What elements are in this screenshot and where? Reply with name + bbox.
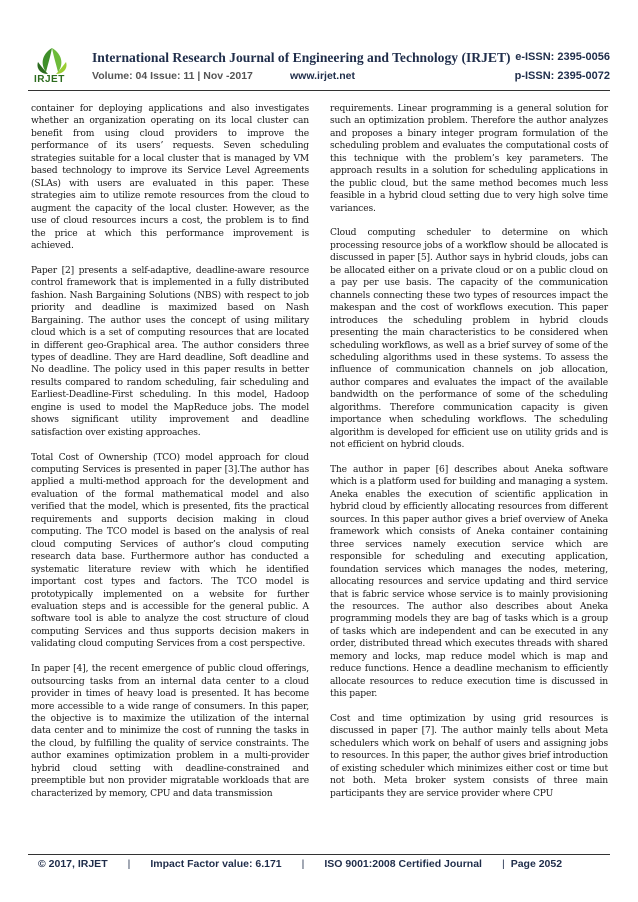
right-column	[330, 103, 608, 813]
e-issn: e-ISSN: 2395-0056	[515, 51, 610, 63]
page-footer: © 2017, IRJET | Impact Factor value: 6.171 | ISO 9001:2008 Certified Journal | Page 2052	[38, 858, 563, 870]
impact-factor: Impact Factor value: 6.171	[150, 858, 282, 870]
page-number: Page 2052	[510, 858, 563, 870]
paragraph: Cost and time optimization by using grid resources is discussed in paper [7]. The author mainly tells about Meta schedulers which work on behalf of users and assigning jobs to resources. In this paper, the author gives brief introduction of existing scheduler which minimizes either cost or time but not both. Meta broker system consists of three main participants they are service provider where CPU	[330, 714, 609, 799]
paragraph: requirements. Linear programming is a general solution for such an optimization problem. Therefore the author analyzes and proposes a binary integer program formulation of the scheduling problem and evaluates the computational costs of this technique with the problem’s key parameters. The approach results in a solution for scheduling applications in the public cloud, but the same method becomes much less feasible in a hybrid cloud setting due to very high solve time variances.	[330, 104, 608, 214]
paragraph: The author in paper [6] describes about Aneka software which is a platform used for building and managing a system. Aneka enables the execution of scientific application in hybrid cloud by efficiently allocating resources from different sources. In this paper author gives a brief overview of Aneka framework which consists of Aneka container containing three services namely execution service which are responsible for scheduling and executing application, foundation services which manages the nodes, metering, allocating resources and service updating and third service that is fabric service whose service is to mainly provisioning the resources. The author also describes about Aneka programming models they are bag of tasks which is a group of tasks which are independent and can be executed in any order, distributed thread which executes threads with shared memory and locks, map reduce model which is map and reduce functions. Hence a deadline mechanism to efficiently allocate resources to reduce execution time is discussed in this paper.	[330, 465, 608, 700]
copyright: © 2017, IRJET	[38, 858, 108, 870]
paragraph: container for deploying applications and also investigates whether an organization operating on its local cluster can benefit from using cloud providers to improve the performance of its users’ requests. Seven scheduling strategies suitable for a local cluster that is managed by VM based technology to improve its Service Level Agreements (SLAs) with users are evaluated in this paper. These strategies aim to utilize remote resources from the cloud to augment the capacity of the local cluster. However, as the use of cloud resources incurs a cost, the problem is to find the price at which this performance improvement is achieved.	[31, 104, 309, 251]
paragraph: Cloud computing scheduler to determine on which processing resource jobs of a workflow should be allocated is discussed in paper [5]. Author says in hybrid clouds, jobs can be allocated either on a private cloud or on a public cloud on a pay per use basis. The capacity of the communication channels connecting these two types of resources impact the makespan and the cost of workflows execution. This paper introduces the scheduling problem in hybrid clouds presenting the main characteristics to be considered when scheduling workflows, as well as a brief survey of some of the scheduling algorithms used in these systems. To assess the influence of communication channels on job allocation, author compares and evaluates the impact of the available bandwidth on the performance of some of the scheduling algorithms. Therefore communication capacity is given importance when scheduling workflows. The scheduling algorithm is developed for efficient use on utility grids and is not efficient on hybrid clouds.	[330, 228, 608, 451]
footer-rule	[28, 854, 610, 855]
p-issn: p-ISSN: 2395-0072	[514, 70, 610, 82]
logo-text: IRJET	[34, 74, 65, 85]
paragraph: Total Cost of Ownership (TCO) model approach for cloud computing Services is presented in paper [3].The author has applied a multi-method approach for the development and evaluation of the formal mathematical model and also verified that the model, which is presented, fits the practical requirements and supports decision making in cloud computing. The TCO model is based on the analysis of real cloud computing Services of author’s cloud computing research data base. Furthermore author has conducted a systematic literature review with which he identified important cost types and factors. The TCO model is prototypically implemented on a website for further evaluation steps and is accessible for the general public. A software tool is able to analyze the cost structure of cloud computing Services and thus supports decision makers in validating cloud computing Services from a cost perspective.	[31, 452, 309, 650]
iso-certification: ISO 9001:2008 Certified Journal	[324, 858, 482, 870]
volume-issue: Volume: 04 Issue: 11 | Nov -2017	[92, 70, 253, 82]
journal-website[interactable]: www.irjet.net	[290, 70, 355, 82]
paragraph: Paper [2] presents a self-adaptive, deadline-aware resource control framework that is implemented in a fully distributed fashion. Nash Bargaining Solutions (NBS) with respect to job priority and deadline is maximized based on Nash Bargaining. The author uses the concept of using military cloud which is a set of computing resources that are located in different geo-Graphical area. The author considers three types of deadline. They are Hard deadline, Soft deadline and No deadline. The policy used in this paper results in better results compared to random scheduling, fair scheduling and Earliest-Deadline-First scheduling. In this model, Hadoop engine is used to model the MapReduce jobs. The model shows significant utility improvement and deadline satisfaction over existing approaches.	[31, 265, 309, 438]
journal-title: International Research Journal of Engineering and Technology (IRJET)	[92, 50, 511, 65]
left-column	[31, 103, 309, 813]
header-rule	[28, 90, 610, 91]
page-header	[0, 0, 638, 92]
paragraph: In paper [4], the recent emergence of public cloud offerings, outsourcing tasks from an internal data center to a cloud provider in times of heavy load is presented. It has become more accessible to a wide range of consumers. In this paper, the objective is to maximize the utilization of the internal data center and to minimize the cost of running the tasks in the cloud, by fulfilling the quality of service constraints. The author examines optimization problem in a multi-provider hybrid cloud setting with deadline-constrained and preemptible but non provider migratable workloads that are characterized by memory, CPU and data transmission	[31, 664, 309, 799]
